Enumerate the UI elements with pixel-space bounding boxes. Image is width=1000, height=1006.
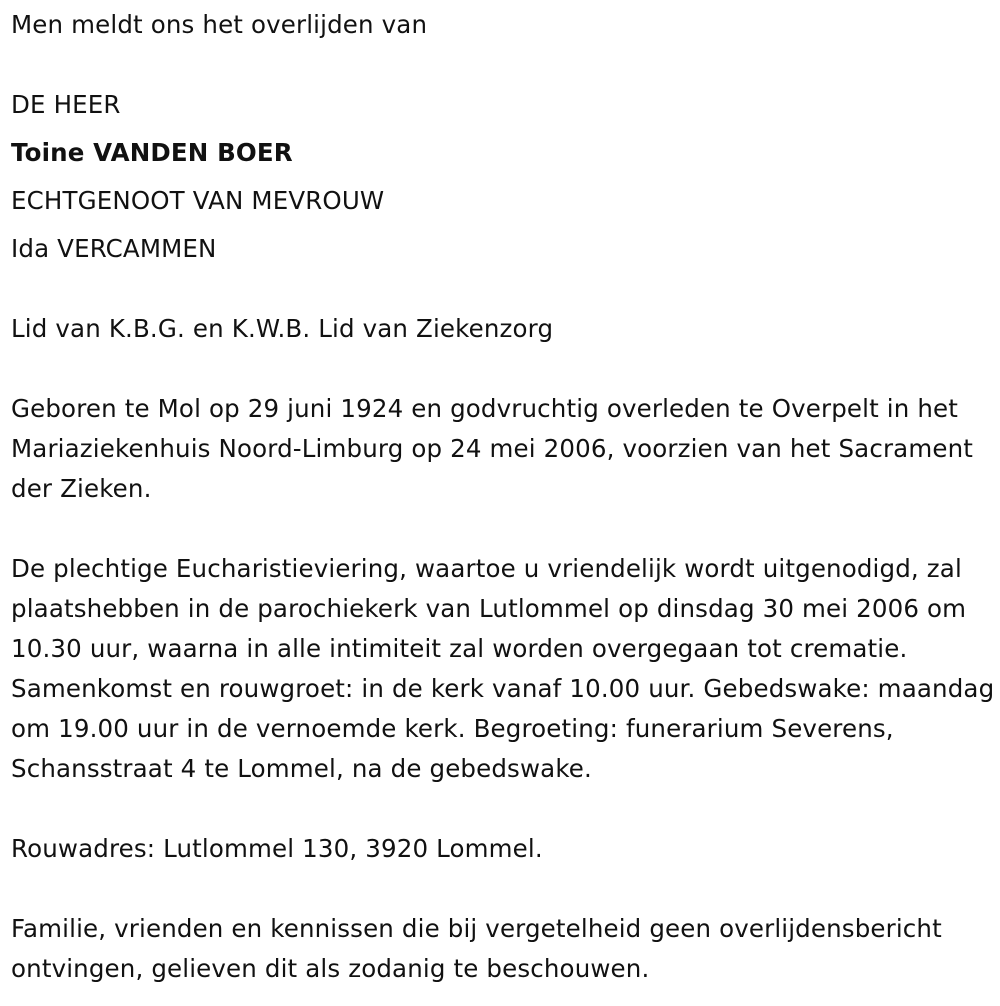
deceased-name: Toine VANDEN BOER <box>11 138 293 167</box>
intro-text: Men meldt ons het overlijden van <box>11 10 428 39</box>
memberships-text: Lid van K.B.G. en K.W.B. Lid van Ziekenzorg <box>11 314 554 343</box>
ceremony-paragraph: De plechtige Eucharistieviering, waartoe u vriendelijk wordt uitgenodigd, zal plaatshebben in de parochiekerk van Lutlommel op dinsdag 30 mei 2006 om 10.30 uur, waarna in alle intimiteit zal worden overgegaan tot crematie. Samenkomst en rouwgroet: in de kerk vanaf 10.00 uur. Gebedswake: maandag om 19.00 uur in de vernoemde kerk. Begroeting: funerarium Severens, Schansstraat 4 te Lommel, na de gebedswake. <box>11 554 995 783</box>
birth-death-paragraph: Geboren te Mol op 29 juni 1924 en godvruchtig overleden te Overpelt in het Mariaziekenhuis Noord-Limburg op 24 mei 2006, voorzien van het Sacrament der Zieken. <box>11 394 974 503</box>
closing-paragraph: Familie, vrienden en kennissen die bij vergetelheid geen overlijdensbericht ontvingen, gelieven dit als zodanig te beschouwen. <box>11 914 942 983</box>
honorific-title: DE HEER <box>11 90 121 119</box>
spouse-name: Ida VERCAMMEN <box>11 234 217 263</box>
mourning-address: Rouwadres: Lutlommel 130, 3920 Lommel. <box>11 834 543 863</box>
spouse-label: ECHTGENOOT VAN MEVROUW <box>11 186 385 215</box>
